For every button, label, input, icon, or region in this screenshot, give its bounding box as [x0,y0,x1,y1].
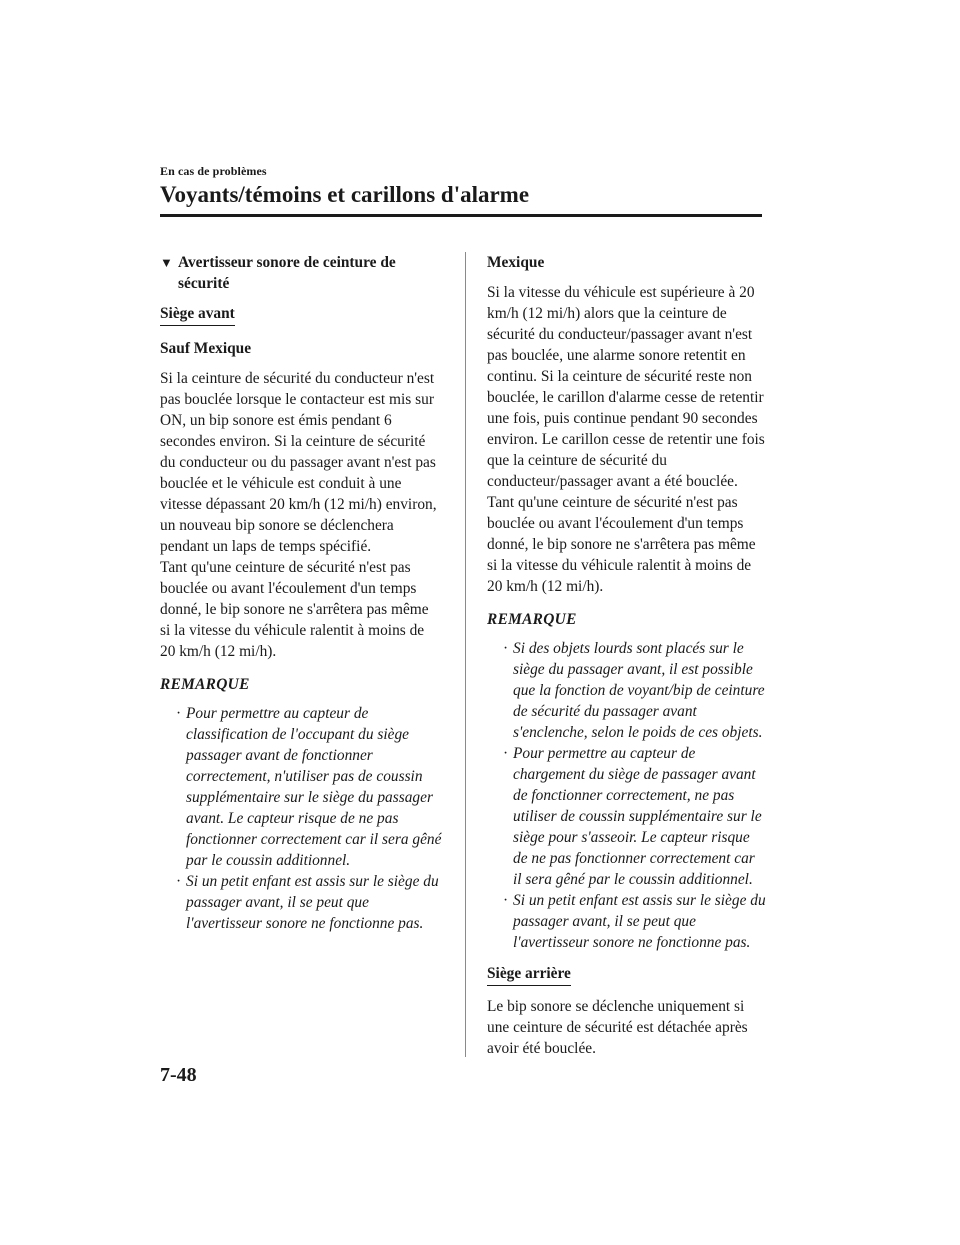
column-divider [465,252,466,1057]
paragraph: Le bip sonore se déclenche uniquement si une ceinture de sécurité est détachée après avoir été bouclée. [487,998,748,1057]
bullet-icon: · [176,705,182,722]
chapter-label: En cas de problèmes [160,164,267,178]
note-heading: REMARQUE [160,676,250,693]
triangle-down-icon: ▼ [160,255,173,270]
paragraph: Tant qu'une ceinture de sécurité n'est pas bouclée ou avant l'écoulement d'un temps donné, le bip sonore ne s'arrêtera pas même si la vitesse du véhicule ralentit à moins de 20 km/h (12 mi/h). [487,494,756,595]
note-list [160,703,442,934]
bullet-icon: · [503,892,509,909]
subheading-mexique: Mexique [487,254,545,271]
bullet-icon: · [503,640,509,657]
note-item [160,871,442,934]
page-number: 7-48 [160,1064,197,1086]
note-heading: REMARQUE [487,611,577,628]
note-text: Si un petit enfant est assis sur le siège du passager avant, il se peut que l'avertisseur sonore ne fonctionne pas. [513,892,766,951]
note-text: Si un petit enfant est assis sur le siège du passager avant, il se peut que l'avertisseur sonore ne fonctionne pas. [186,873,439,932]
note-text: Si des objets lourds sont placés sur le siège du passager avant, il est possible que la fonction de voyant/bip de ceinture de sécurité du passager avant s'enclenche, selon le poids de ces objets. [513,640,765,741]
paragraph: Si la vitesse du véhicule est supérieure à 20 km/h (12 mi/h) alors que la ceinture de sécurité du conducteur/passager avant n'est pas bouclée, une alarme sonore retentit en continu. Si la ceinture de sécurité reste non bouclée, le carillon d'alarme cesse de retentir une fois, puis continue pendant 90 secondes environ. Le carillon cesse de retentir une fois que la ceinture de sécurité du conducteur/passager avant a été bouclée. [487,284,765,490]
note-item [487,890,767,953]
bullet-icon: · [176,873,182,890]
section-heading-text: Avertisseur sonore de ceinture de sécurité [178,254,396,292]
subheading-sauf-mexique: Sauf Mexique [160,340,252,357]
note-item [160,703,442,871]
note-item [487,638,767,743]
note-list [487,638,767,953]
bullet-icon: · [503,745,509,762]
header-rule [160,214,762,217]
right-column [487,252,767,1067]
subheading-siege-avant: Siège avant [160,303,235,326]
section-heading [160,252,442,294]
left-column [160,252,442,944]
paragraph: Si la ceinture de sécurité du conducteur n'est pas bouclée lorsque le contacteur est mis sur ON, un bip sonore est émis pendant 6 secondes environ. Si la ceinture de sécurité du conducteur ou du passager avant n'est pas bouclée et le véhicule est conduit à une vitesse dépassant 20 km/h (12 mi/h) environ, un nouveau bip sonore se déclenchera pendant un laps de temps spécifié. [160,370,437,555]
subheading-siege-arriere: Siège arrière [487,963,571,986]
note-text: Pour permettre au capteur de chargement du siège de passager avant de fonctionner correctement, ne pas utiliser de coussin supplémentaire sur le siège pour s'asseoir. Le capteur risque de ne pas fonctionner correctement car il sera gêné par le coussin additionnel. [513,745,762,888]
note-item [487,743,767,890]
note-text: Pour permettre au capteur de classification de l'occupant du siège passager avant de fonctionner correctement, n'utiliser pas de coussin supplémentaire sur le siège du passager avant. Le capteur risque de ne pas fonctionner correctement car il sera gêné par le coussin additionnel. [186,705,442,869]
paragraph: Tant qu'une ceinture de sécurité n'est pas bouclée ou avant l'écoulement d'un temps donné, le bip sonore ne s'arrêtera pas même si la vitesse du véhicule ralentit à moins de 20 km/h (12 mi/h). [160,559,429,660]
page-title: Voyants/témoins et carillons d'alarme [160,182,530,207]
